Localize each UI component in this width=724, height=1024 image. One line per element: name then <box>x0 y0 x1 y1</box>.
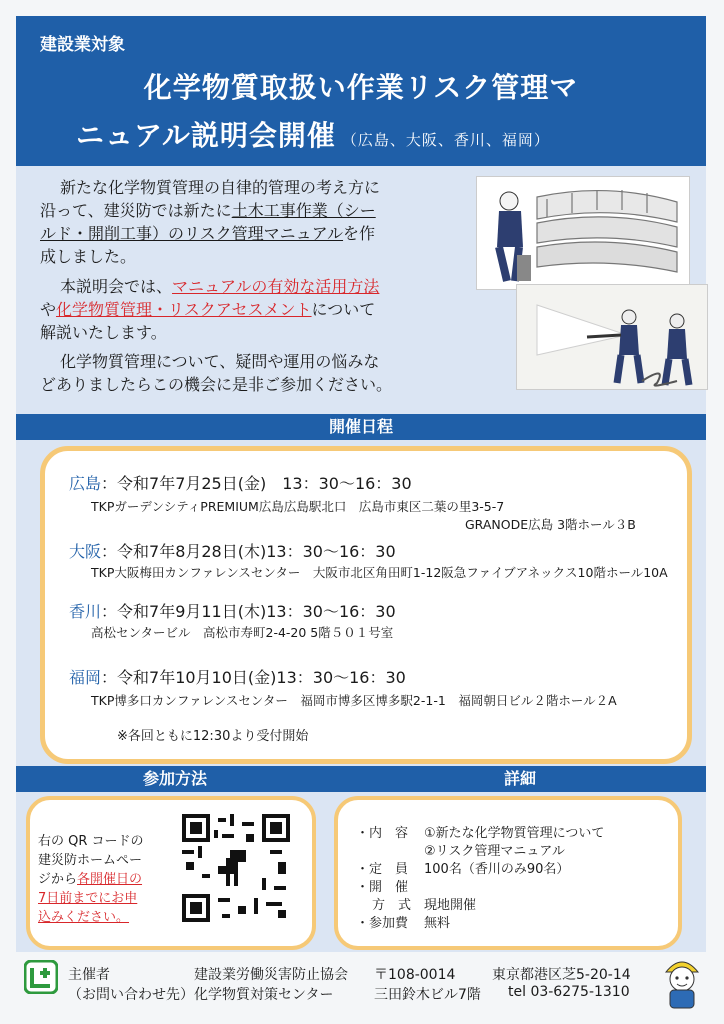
details-heading: 詳細 <box>334 766 706 792</box>
intro-line: どありましたらこの機会に是非ご参加ください。 <box>40 375 393 394</box>
address-line1: 東京都港区芝5-20-14 <box>492 967 631 983</box>
join-line: 右の QR コードの <box>38 834 144 849</box>
join-line <box>38 870 144 889</box>
qr-code[interactable] <box>182 814 290 922</box>
join-box <box>26 796 316 950</box>
event-venue: GRANODE広島 3階ホール３B <box>465 517 636 532</box>
intro-line <box>60 275 379 298</box>
intro-line <box>40 199 376 222</box>
postal-code: 〒108-0014 <box>374 967 456 983</box>
intro-line <box>40 298 375 321</box>
event-venue: TKP博多口カンファレンスセンター 福岡市博多区博多駅2-1-1 福岡朝日ビル２階ホール２A <box>91 693 617 708</box>
schedule-heading: 開催日程 <box>16 414 706 440</box>
phone-number: tel 03-6275-1310 <box>508 984 630 1000</box>
intro-line <box>40 222 375 245</box>
event-date: ：令和7年8月28日(木)13：30～16：30 <box>101 542 396 561</box>
format-label-2: 方 式 <box>372 898 412 913</box>
footer <box>16 952 706 1012</box>
intro-line: 解説いたします。 <box>40 323 167 342</box>
join-line: 建災防ホームペー <box>38 853 143 868</box>
event-city: 広島 <box>69 474 102 493</box>
intro-line: 成しました。 <box>40 247 137 266</box>
intro-line: 化学物質管理について、疑問や運用の悩みな <box>60 352 380 371</box>
event-date-line <box>69 471 412 494</box>
schedule-box <box>40 446 692 764</box>
event-date: ：令和7年10月10日(金)13：30～16：30 <box>101 668 406 687</box>
bottom-section <box>16 792 706 952</box>
join-instructions <box>38 832 144 927</box>
join-deadline: 各開催日の <box>77 872 143 887</box>
intro-highlight: マニュアルの有効な活用方法 <box>172 277 380 296</box>
intro-line: 新たな化学物質管理の自律的管理の考え方に <box>60 178 381 197</box>
content-item-1: ①新たな化学物質管理について <box>424 826 605 841</box>
join-heading: 参加方法 <box>16 766 334 792</box>
kensaibo-logo-icon <box>24 960 58 998</box>
address-line2: 三田鈴木ビル7階 <box>374 987 481 1003</box>
intro-underlined-segment: 土木工事作業（シー <box>231 201 376 220</box>
host-label: 主催者 <box>68 967 110 983</box>
page-title-line2-text: ニュアル説明会開催 <box>76 119 336 152</box>
fee-label: ・参加費 <box>356 916 409 931</box>
capacity-value: 100名（香川のみ90名） <box>424 862 570 877</box>
event-venue: TKP大阪梅田カンファレンスセンター 大阪市北区角田町1-12阪急ファイブアネックス10階ホール10A <box>91 565 668 580</box>
tunnel-worker-illustration <box>476 176 690 290</box>
spraying-workers-illustration <box>516 284 708 390</box>
event-date-line <box>69 665 406 688</box>
reception-note: ※各回ともに12:30より受付開始 <box>117 729 309 744</box>
format-value: 現地開催 <box>424 898 477 913</box>
event-date-line <box>69 539 396 562</box>
event-date-line <box>69 599 396 622</box>
join-text-segment: ジから <box>38 872 78 887</box>
page-title-locations: （広島、大阪、香川、福岡） <box>341 131 550 149</box>
organization-name: 建設業労働災害防止協会 <box>194 967 348 983</box>
content-label: ・内 容 <box>356 826 409 841</box>
page-title-line1: 化学物質取扱い作業リスク管理マ <box>143 71 579 104</box>
event-date: ：令和7年9月11日(木)13：30～16：30 <box>101 602 396 621</box>
format-label: ・開 催 <box>356 880 409 895</box>
event-city: 香川 <box>69 602 102 621</box>
contact-label: （お問い合わせ先） <box>68 987 194 1003</box>
event-date: ：令和7年7月25日(金) 13：30～16：30 <box>101 474 412 493</box>
event-venue: 高松センタービル 高松市寿町2-4-20 5階５０１号室 <box>91 625 394 640</box>
center-name: 化学物質対策センター <box>194 987 334 1003</box>
event-city: 大阪 <box>69 542 102 561</box>
intro-text-segment: について <box>311 300 376 319</box>
content-item-2: ②リスク管理マニュアル <box>424 844 565 859</box>
intro-underlined-segment: ルド・開削工事）のリスク管理マニュアル <box>40 224 344 243</box>
join-deadline: 7日前までにお申 <box>38 891 138 906</box>
capacity-label: ・定 員 <box>356 862 409 877</box>
schedule-section <box>16 440 706 766</box>
event-venue: TKPガーデンシティPREMIUM広島広島駅北口 広島市東区二葉の里3-5-7 <box>91 499 505 514</box>
intro-highlight: 化学物質管理・リスクアセスメント <box>56 300 312 319</box>
intro-text-segment: 沿って、建災防では新たに <box>40 201 232 220</box>
intro-text-segment: を作 <box>343 224 376 243</box>
target-tag: 建設業対象 <box>40 35 125 55</box>
fee-value: 無料 <box>424 916 451 931</box>
join-deadline: 込みください。 <box>38 910 130 925</box>
header-banner <box>16 16 706 166</box>
event-city: 福岡 <box>69 668 102 687</box>
intro-text-segment: 本説明会では、 <box>60 277 173 296</box>
intro-text-segment: や <box>40 300 57 319</box>
page-title-line2 <box>76 114 550 154</box>
mascot-icon <box>660 952 704 1014</box>
intro-section <box>16 166 706 414</box>
details-box <box>334 796 682 950</box>
